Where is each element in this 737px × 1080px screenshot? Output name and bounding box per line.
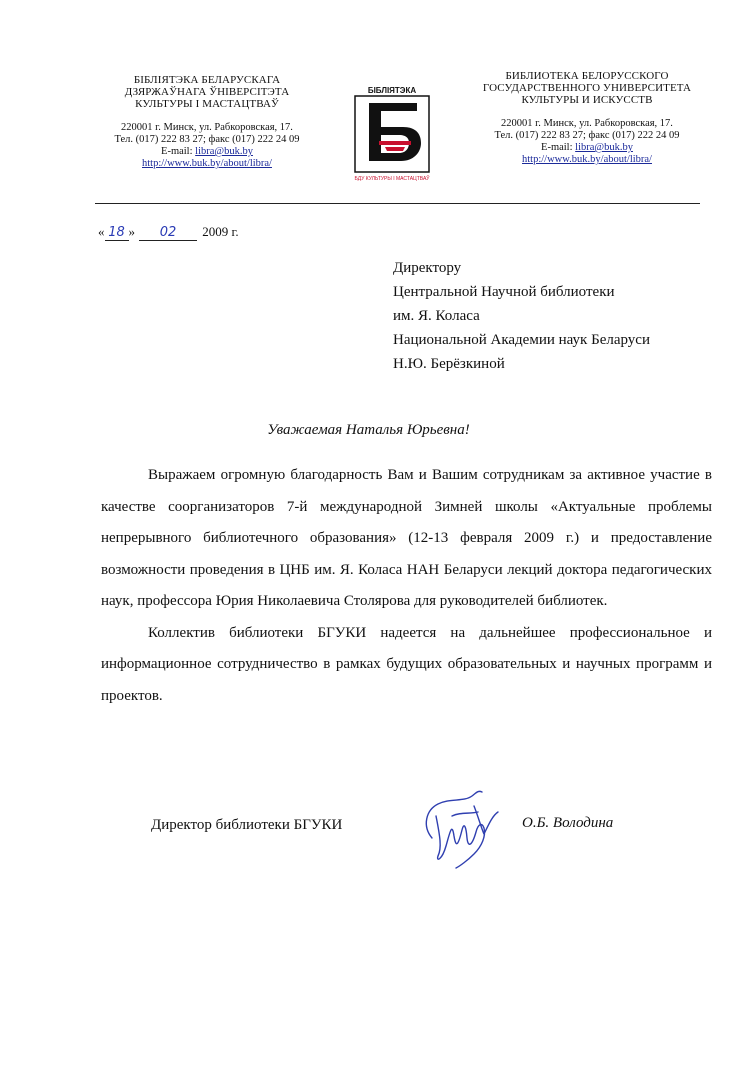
- signatory-title: Директор библиотеки БГУКИ: [151, 817, 343, 833]
- website-link[interactable]: http://www.buk.by/about/libra/: [142, 158, 272, 169]
- org-name-line: КУЛЬТУРЫ І МАСТАЦТВАЎ: [135, 98, 279, 110]
- addressee-line: Центральной Научной библиотеки: [393, 284, 615, 300]
- org-name-line: ГОСУДАРСТВЕННОГО УНИВЕРСИТЕТА: [482, 82, 692, 94]
- phone-fax: Тел. (017) 222 83 27; факс (017) 222 24 09: [114, 134, 300, 145]
- phone-fax: Тел. (017) 222 83 27; факс (017) 222 24 09: [494, 130, 680, 141]
- email-label: E-mail:: [161, 146, 193, 157]
- salutation: Уважаемая Наталья Юрьевна!: [267, 422, 470, 438]
- addressee-line: Национальной Академии наук Беларуси: [393, 332, 650, 348]
- date-open-quote: «: [98, 224, 105, 239]
- date-month: 02: [139, 225, 197, 241]
- letterhead-divider: [95, 203, 700, 204]
- letterhead-right: [462, 70, 712, 166]
- date-close-quote: »: [128, 224, 135, 239]
- contact-block: [92, 122, 322, 170]
- website-link[interactable]: http://www.buk.by/about/libra/: [522, 154, 652, 165]
- addressee-line: им. Я. Коласа: [393, 308, 480, 324]
- email-line: [92, 146, 322, 158]
- addressee-line: Н.Ю. Берёзкиной: [393, 356, 505, 372]
- org-name-line: КУЛЬТУРЫ И ИСКУССТВ: [521, 94, 653, 106]
- date-year: 2009 г.: [202, 224, 239, 239]
- body-paragraph: Коллектив библиотеки БГУКИ надеется на дальнейшее профессиональное и информационное сотрудничество в рамках будущих образовательных и научных программ и проектов.: [101, 624, 712, 704]
- library-logo: [351, 83, 433, 183]
- email-link[interactable]: libra@buk.by: [575, 142, 633, 153]
- letter-body: [101, 460, 712, 712]
- addressee-block: [393, 256, 650, 376]
- addressee-line: Директору: [393, 260, 462, 276]
- logo-top-text: БІБЛІЯТЭКА: [367, 86, 417, 95]
- signatory-name: О.Б. Володина: [522, 815, 614, 831]
- letter-date: [98, 224, 239, 241]
- email-line: [462, 142, 712, 154]
- date-day: 18: [105, 225, 129, 241]
- handwritten-signature: [412, 786, 504, 870]
- contact-block: [462, 118, 712, 166]
- letterhead-left: [92, 74, 322, 170]
- email-link[interactable]: libra@buk.by: [195, 146, 253, 157]
- address: 220001 г. Минск, ул. Рабкоровская, 17.: [501, 118, 673, 129]
- org-name-line: ДЗЯРЖАЎНАГА ЎНІВЕРСІТЭТА: [124, 86, 290, 98]
- address: 220001 г. Минск, ул. Рабкоровская, 17.: [121, 122, 293, 133]
- logo-bottom-text: БДУ КУЛЬТУРЫ І МАСТАЦТВАЎ: [354, 176, 430, 182]
- org-name-line: БІБЛІЯТЭКА БЕЛАРУСКАГА: [133, 74, 281, 86]
- org-name-line: БИБЛИОТЕКА БЕЛОРУССКОГО: [505, 70, 669, 82]
- email-label: E-mail:: [541, 142, 573, 153]
- body-paragraph: Выражаем огромную благодарность Вам и Вашим сотрудникам за активное участие в качестве соорганизаторов 7-й международной Зимней школы «Актуальные проблемы непрерывного библиотечного образования» (12-13 февраля 2009 г.) и предоставление возможности проведения в ЦНБ им. Я. Коласа НАН Беларуси лекций доктора педагогических наук, профессора Юрия Николаевича Столярова для руководителей библиотек.: [101, 467, 712, 609]
